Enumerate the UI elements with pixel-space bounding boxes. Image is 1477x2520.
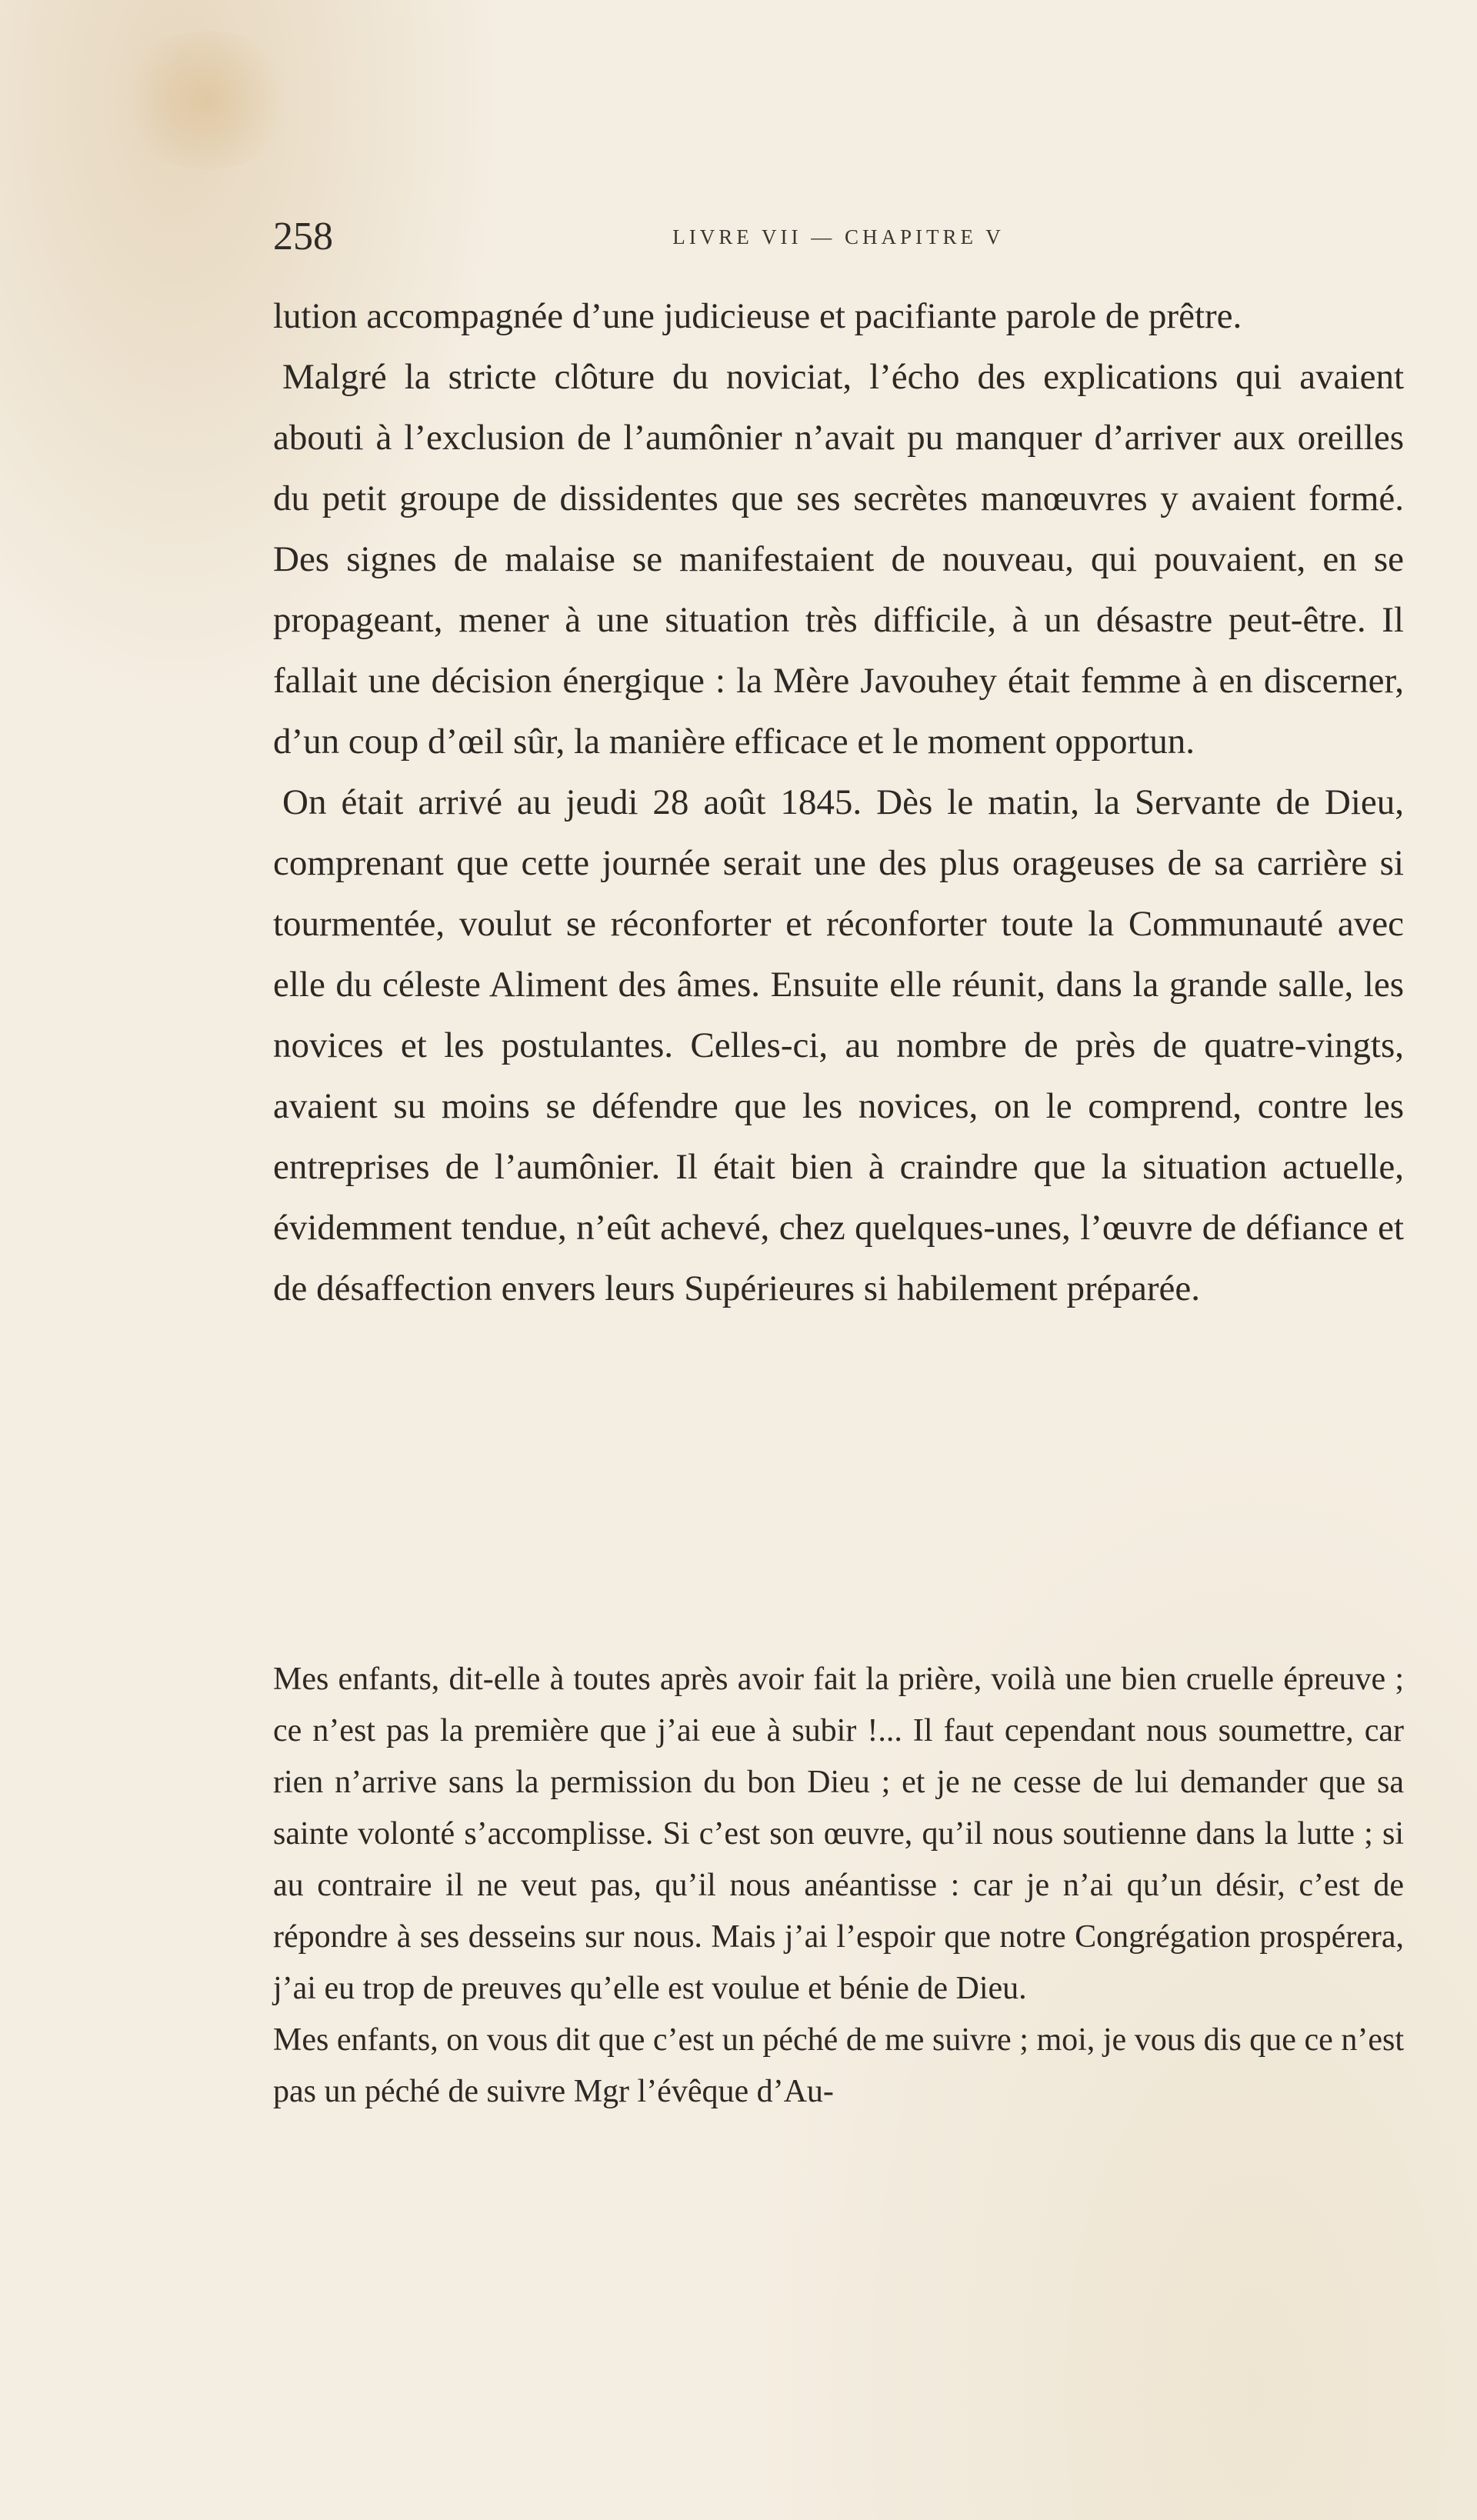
body-text xyxy=(273,286,1404,1319)
running-head: LIVRE VII — CHAPITRE V xyxy=(672,225,1005,248)
quote-paragraph: Mes enfants, on vous dit que c’est un péché de me suivre ; moi, je vous dis que ce n’est pas un péché de suivre Mgr l’évêque d’Au- xyxy=(273,2022,1404,2109)
paper-stain xyxy=(115,31,300,169)
page-number: 258 xyxy=(273,215,333,258)
paragraph-continuation: lution accompagnée d’une judicieuse et pacifiante parole de prêtre. xyxy=(273,296,1242,336)
quote-paragraph: Mes enfants, dit-elle à toutes après avoir fait la prière, voilà une bien cruelle épreuve ; ce n’est pas la première que j’ai eue à subir !... Il faut cependant nous soumettre, car rien n’arrive sans la permission du bon Dieu ; et je ne cesse de lui demander que sa sainte volonté s’accomplisse. Si c’est son œuvre, qu’il nous soutienne dans la lutte ; si au contraire il ne veut pas, qu’il nous anéantisse : car je n’ai qu’un désir, c’est de répondre à ses desseins sur nous. Mais j’ai l’espoir que notre Congrégation prospérera, j’ai eu trop de preuves qu’elle est voulue et bénie de Dieu. xyxy=(273,1662,1404,2006)
page-header xyxy=(273,214,1404,260)
quoted-speech xyxy=(273,1654,1404,2118)
paragraph-jeudi: On était arrivé au jeudi 28 août 1845. Dès le matin, la Servante de Dieu, comprenant que cette journée serait une des plus orageuses de sa carrière si tourmentée, voulut se réconforter et réconforter toute la Communauté avec elle du céleste Aliment des âmes. Ensuite elle réunit, dans la grande salle, les novices et les postulantes. Celles-ci, au nombre de près de quatre-vingts, avaient su moins se défendre que les novices, on le comprend, contre les entreprises de l’aumônier. Il était bien à craindre que la situation actuelle, évidemment tendue, n’eût achevé, chez quelques-unes, l’œuvre de défiance et de désaffection envers leurs Supérieures si habilement préparée. xyxy=(273,782,1404,1308)
paragraph-malgre: Malgré la stricte clôture du noviciat, l’écho des explications qui avaient abouti à l’exclusion de l’aumônier n’avait pu manquer d’arriver aux oreilles du petit groupe de dissidentes que ses secrètes manœuvres y avaient formé. Des signes de malaise se manifestaient de nouveau, qui pouvaient, en se propageant, mener à une situation très difficile, à un désastre peut-être. Il fallait une décision énergique : la Mère Javouhey était femme à en discerner, d’un coup d’œil sûr, la manière efficace et le moment opportun. xyxy=(273,357,1404,762)
